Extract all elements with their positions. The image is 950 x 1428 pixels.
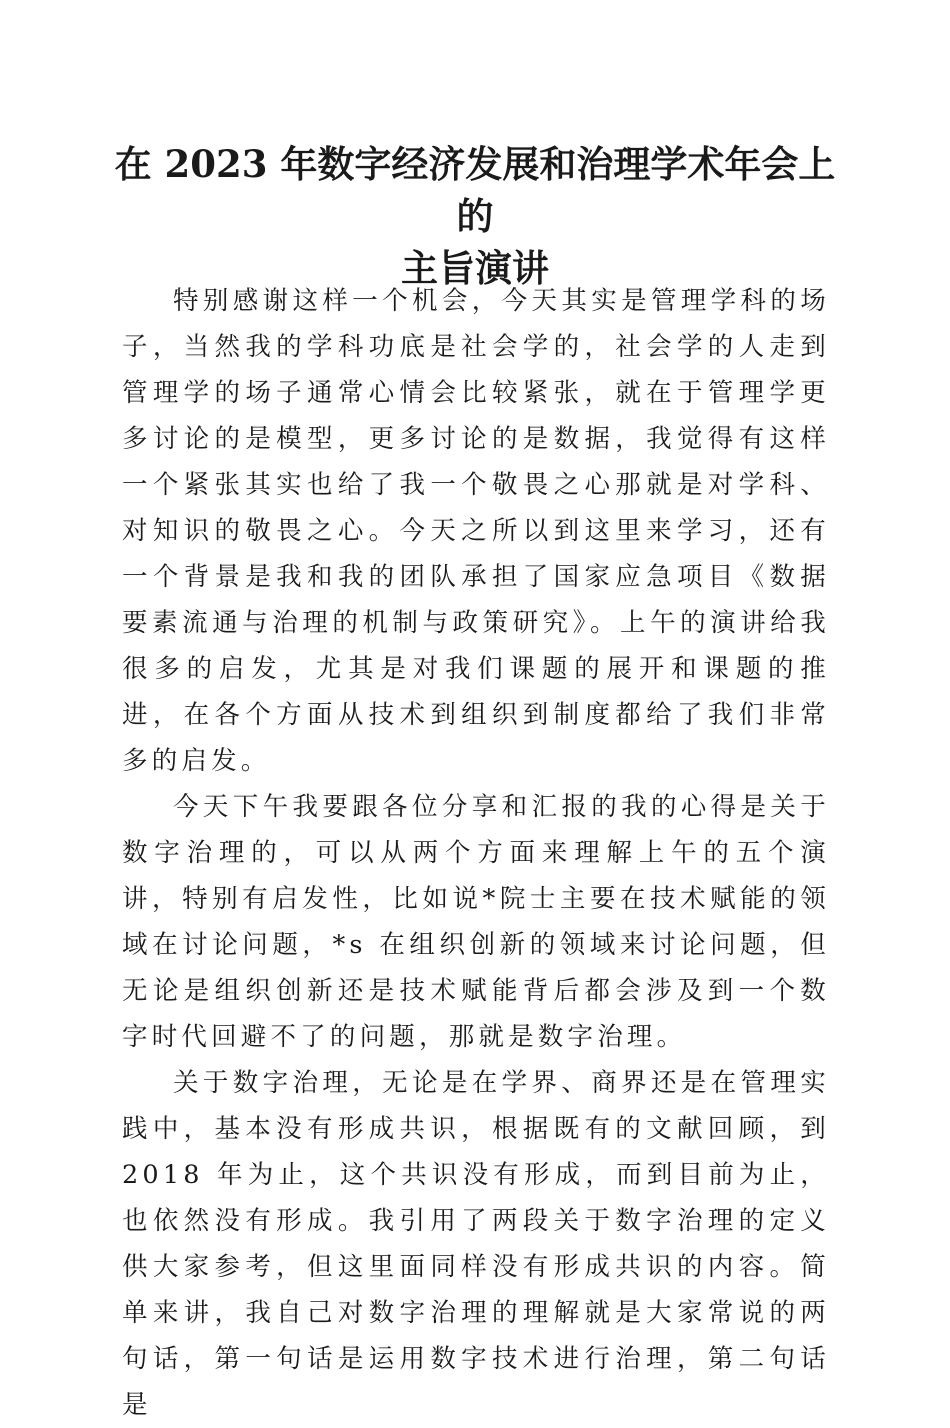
title-line-2: 主旨演讲	[401, 246, 549, 290]
title-line-1: 在 2023 年数字经济发展和治理学术年会上的	[114, 142, 836, 238]
paragraph-1: 特别感谢这样一个机会，今天其实是管理学科的场子，当然我的学科功底是社会学的，社会学的人走到管理学的场子通常心情会比较紧张，就在于管理学更多讨论的是模型，更多讨论的是数据，我觉得有这样一个紧张其实也给了我一个敬畏之心那就是对学科、对知识的敬畏之心。今天之所以到这里来学习，还有一个背景是我和我的团队承担了国家应急项目《数据要素流通与治理的机制与政策研究》。上午的演讲给我很多的启发，尤其是对我们课题的展开和课题的推进，在各个方面从技术到组织到制度都给了我们非常多的启发。	[122, 286, 830, 776]
paragraph-3: 关于数字治理，无论是在学界、商界还是在管理实践中，基本没有形成共识，根据既有的文献回顾，到 2018 年为止，这个共识没有形成，而到目前为止，也依然没有形成。我引用了两段关于数字治理的定义供大家参考，但这里面同样没有形成共识的内容。简单来讲，我自己对数字治理的理解就是大家常说的两句话，第一句话是运用数字技术进行治理，第二句话是	[122, 1068, 830, 1420]
paragraph-2: 今天下午我要跟各位分享和汇报的我的心得是关于数字治理的，可以从两个方面来理解上午的五个演讲，特别有启发性，比如说*院士主要在技术赋能的领域在讨论问题，*s 在组织创新的领域来讨论问题，但无论是组织创新还是技术赋能背后都会涉及到一个数字时代回避不了的问题，那就是数字治理。	[122, 792, 830, 1052]
document-body	[122, 278, 830, 1428]
document-title	[100, 138, 850, 294]
